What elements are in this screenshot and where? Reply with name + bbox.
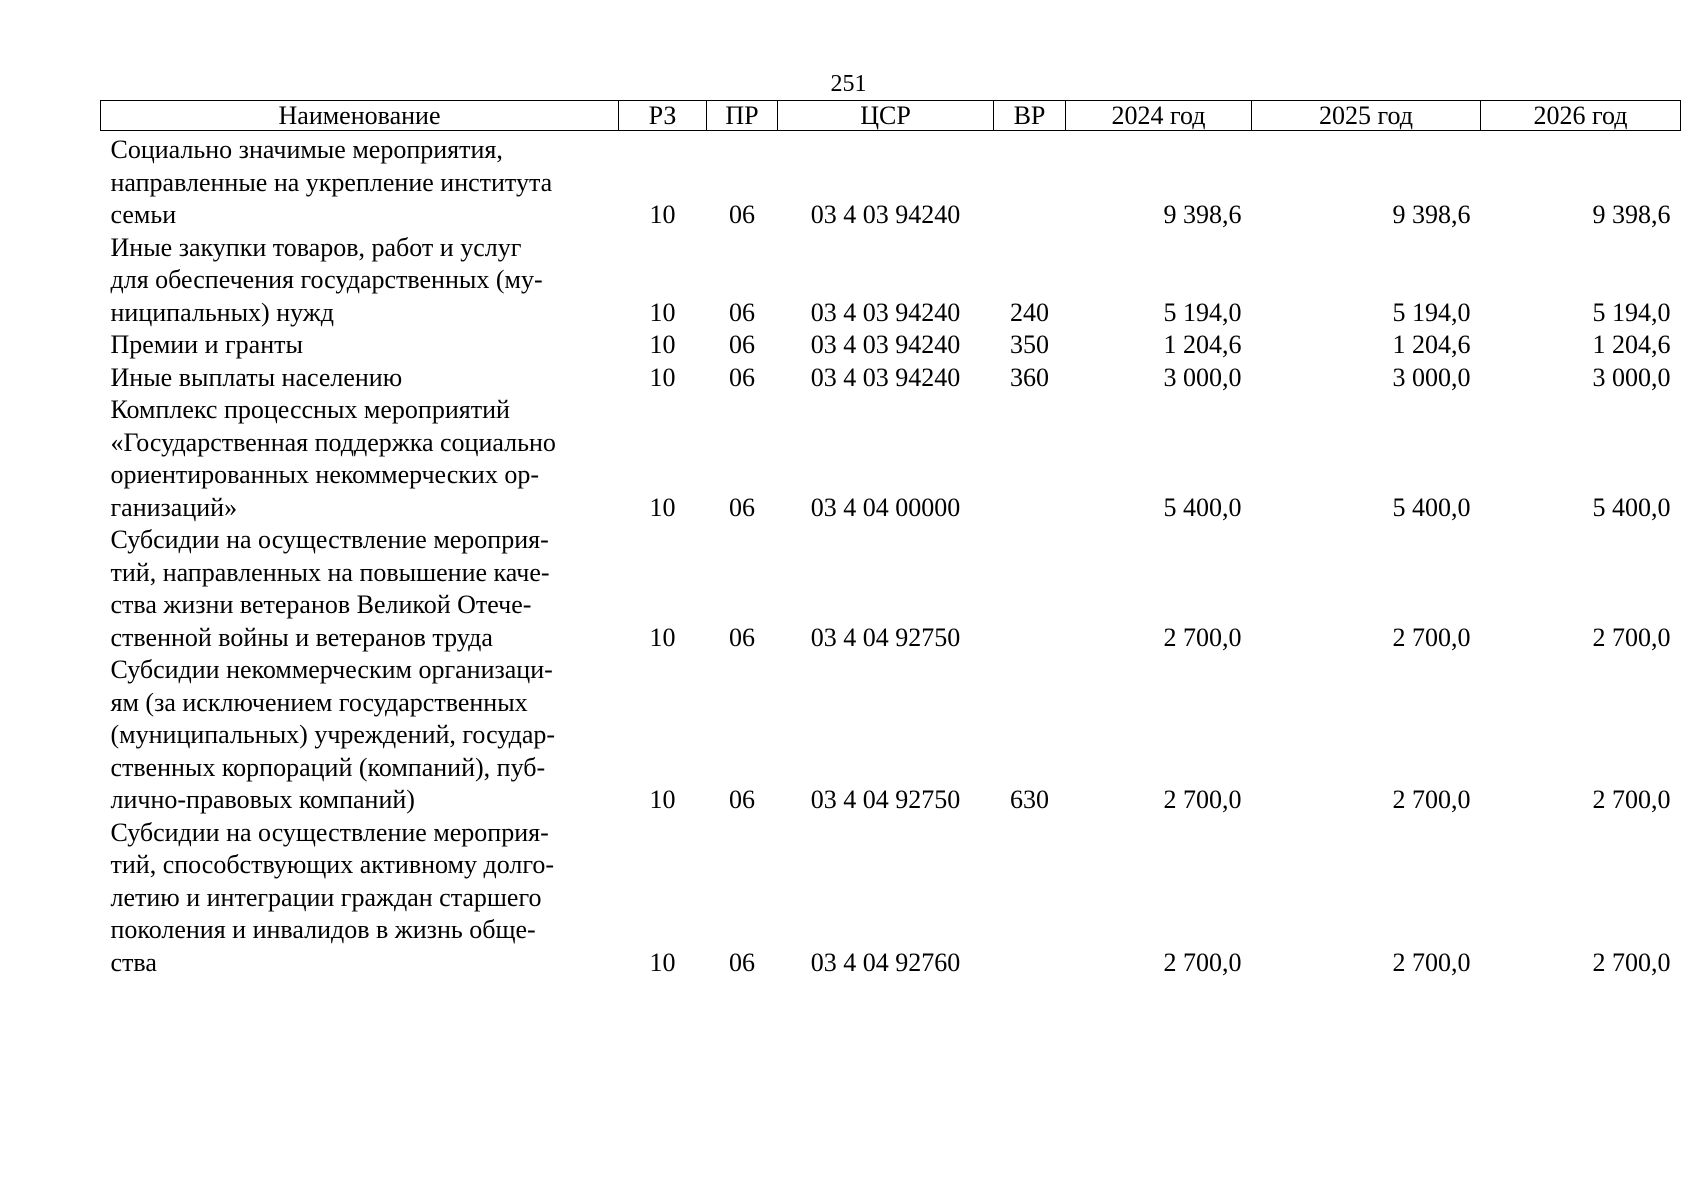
header-row [101,101,1681,131]
row-name-line: Субсидии на осуществление мероприя- [110,817,549,847]
table-row [101,394,1681,524]
row-rz: 10 [649,947,676,977]
row-2026: 3 000,0 [1592,362,1671,392]
row-name-line: «Государственная поддержка социально [110,427,556,457]
row-csr: 03 4 04 92750 [810,785,961,814]
row-pr: 06 [729,362,755,392]
row-name-line: ниципальных) нужд [110,297,334,327]
row-pr: 06 [729,492,755,522]
row-name-line: для обеспечения государственных (му- [110,265,543,294]
row-vr: 630 [1010,785,1049,814]
row-name-line: Субсидии некоммерческим организаци- [110,655,553,684]
row-pr: 06 [729,330,755,359]
row-name [101,524,619,654]
row-name-line: Иные закупки товаров, работ и услуг [110,232,522,262]
header-name: Наименование [101,101,619,131]
row-csr: 03 4 04 00000 [810,492,961,522]
header-vr: ВР [994,101,1066,131]
row-name-line: тий, способствующих активному долго- [110,850,554,879]
table-body [101,131,1681,980]
row-vr [994,817,1066,980]
row-pr: 06 [729,297,755,327]
row-2025: 3 000,0 [1392,362,1471,392]
table-row [101,524,1681,654]
row-vr [994,524,1066,654]
row-2026: 2 700,0 [1592,622,1671,652]
row-name-line: (муниципальных) учреждений, государ- [110,720,556,749]
table-row [101,232,1681,330]
row-2025: 2 700,0 [1392,947,1471,977]
row-name [101,329,619,362]
row-2026: 9 398,6 [1592,200,1671,229]
row-rz: 10 [649,622,676,652]
row-2025: 1 204,6 [1392,330,1471,359]
page-number: 251 [830,71,867,97]
row-pr: 06 [729,200,755,229]
row-2026: 5 400,0 [1592,492,1671,522]
row-rz: 10 [649,362,676,392]
table-row [101,362,1681,395]
row-vr [994,394,1066,524]
row-name-line: Субсидии на осуществление мероприя- [110,525,549,554]
row-vr: 240 [1010,297,1049,327]
header-2025: 2025 год [1252,101,1481,131]
row-2025: 2 700,0 [1392,785,1471,814]
row-name-line: семьи [110,200,177,229]
row-name-line: ственных корпораций (компаний), пуб- [110,752,546,782]
row-2024: 2 700,0 [1163,785,1242,814]
row-csr: 03 4 03 94240 [810,297,961,327]
row-2024: 1 204,6 [1163,330,1242,359]
row-2024: 2 700,0 [1163,947,1242,977]
row-name-line: лично-правовых компаний) [110,785,415,814]
row-name-line: Комплекс процессных мероприятий [110,395,510,424]
row-csr: 03 4 04 92750 [810,622,961,652]
row-2025: 9 398,6 [1392,200,1471,229]
header-rz: РЗ [619,101,707,131]
row-rz: 10 [649,492,676,522]
row-name [101,654,619,817]
row-name-line: поколения и инвалидов в жизнь обще- [110,915,536,944]
row-2026: 1 204,6 [1592,330,1671,359]
row-name-line: ганизаций» [110,492,238,522]
row-vr [994,131,1066,232]
row-vr: 350 [1010,330,1049,359]
row-name-line: тий, направленных на повышение каче- [110,557,550,587]
row-rz: 10 [649,785,676,814]
row-2026: 5 194,0 [1592,297,1671,327]
row-csr: 03 4 03 94240 [810,330,961,359]
row-name-line: летию и интеграции граждан старшего [110,882,542,912]
row-name-line: Премии и гранты [110,330,303,359]
header-csr: ЦСР [778,101,994,131]
row-2024: 5 194,0 [1163,297,1242,327]
row-rz: 10 [649,297,676,327]
row-name-line: ственной войны и ветеранов труда [110,622,493,652]
row-name [101,131,619,232]
row-name-line: Иные выплаты населению [110,362,403,392]
row-2025: 2 700,0 [1392,622,1471,652]
header-pr: ПР [707,101,778,131]
header-2026: 2026 год [1481,101,1681,131]
row-2024: 5 400,0 [1163,492,1242,522]
row-csr: 03 4 03 94240 [810,362,961,392]
table-row [101,817,1681,980]
row-name [101,232,619,330]
table-row [101,329,1681,362]
row-2025: 5 194,0 [1392,297,1471,327]
row-2026: 2 700,0 [1592,947,1671,977]
row-name-line: Социально значимые мероприятия, [110,135,503,164]
row-rz: 10 [649,200,676,229]
row-csr: 03 4 03 94240 [810,200,961,229]
row-2024: 9 398,6 [1163,200,1242,229]
row-name-line: ориентированных некоммерческих ор- [110,460,539,489]
row-name [101,362,619,395]
row-2026: 2 700,0 [1592,785,1671,814]
row-2025: 5 400,0 [1392,492,1471,522]
row-pr: 06 [729,947,755,977]
table-row [101,654,1681,817]
row-name-line: ям (за исключением государственных [110,687,528,717]
row-2024: 2 700,0 [1163,622,1242,652]
table-row [101,131,1681,232]
row-name [101,394,619,524]
row-name-line: направленные на укрепление института [110,167,553,197]
table-header [101,101,1681,131]
row-rz: 10 [649,330,676,359]
row-name [101,817,619,980]
row-vr: 360 [1010,362,1049,392]
header-2024: 2024 год [1066,101,1252,131]
budget-table [100,100,1681,979]
row-pr: 06 [729,622,755,652]
row-name-line: ства [110,947,157,977]
row-name-line: ства жизни ветеранов Великой Отече- [110,590,532,619]
row-pr: 06 [729,785,755,814]
row-2024: 3 000,0 [1163,362,1242,392]
row-csr: 03 4 04 92760 [810,947,961,977]
